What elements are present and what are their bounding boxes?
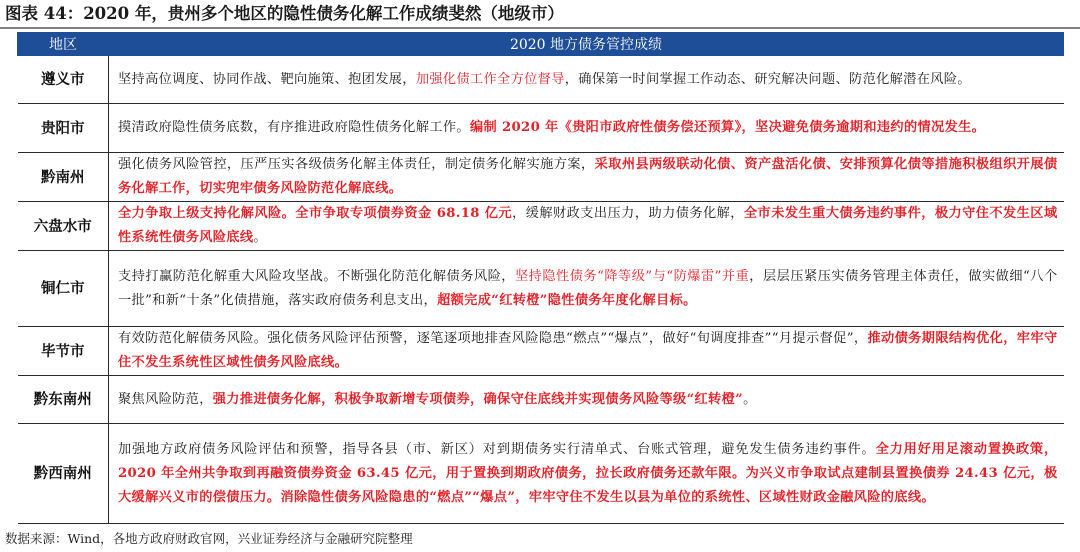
text-segment: 支持打赢防范化解重大风险攻坚战。不断强化防范化解债务风险， (118, 268, 515, 284)
content-cell (109, 104, 1064, 153)
highlight-segment: 加强化债工作全方位督导 (415, 71, 565, 87)
region-cell (18, 251, 109, 327)
title-divider (0, 27, 1080, 29)
region-cell (18, 424, 109, 524)
region-name: 黔东南州 (33, 391, 92, 408)
highlight-segment: 全力争取上级支持化解风险。全市争取专项债券资金 68.18 亿元 (118, 206, 513, 221)
figure-title: 图表 44：2020 年，贵州多个地区的隐性债务化解工作成绩斐然（地级市） (5, 4, 564, 23)
content-cell (109, 424, 1064, 524)
text-segment: 。 (743, 391, 757, 407)
text-segment: 聚焦风险防范， (118, 391, 213, 407)
highlight-segment: 强力推进债务化解，积极争取新增专项债券，确保守住底线并实现债务风险等级“红转橙” (212, 391, 744, 407)
region-cell (18, 56, 109, 104)
region-cell (18, 202, 109, 251)
text-segment: ，缓解财政支出压力，助力债务化解， (512, 206, 744, 221)
region-cell (18, 104, 109, 153)
table-row (18, 424, 1064, 524)
content-cell (109, 153, 1064, 202)
table-row (18, 327, 1064, 376)
table-header-row (18, 33, 1064, 56)
table-row (18, 56, 1064, 104)
highlight-segment: 全力用好用足滚动置换政策，2020 年全州共争取到再融资债券资金 63.45 亿元，用于置换到期政府债务，拉长政府债务还款年限。为兴义市争取试点建制县置换债券 24.43 亿元，极大缓解兴义市的偿债压力。消除隐性债务风险隐患的“燃点”“爆点”，牢牢守住不发生以县为单位的系统性、区域性财政金融风险的底线。 (118, 441, 1058, 505)
content-cell (109, 251, 1064, 327)
header-region: 地区 (18, 33, 109, 56)
region-name: 六盘水市 (33, 217, 92, 235)
text-segment: 强化债务风险管控，压严压实各级债务化解主体责任，制定债务化解实施方案， (118, 157, 595, 172)
text-segment: 。 (253, 230, 267, 245)
data-source-note: 数据来源：Wind，各地方政府财政官网，兴业证券经济与金融研究院整理 (5, 531, 413, 546)
region-name: 铜仁市 (41, 280, 85, 297)
highlight-segment: 推动债务期限结构优化，牢牢守住不发生系统性区域性债务风险底线。 (118, 331, 1058, 370)
region-cell (18, 376, 109, 424)
table-row (18, 153, 1064, 202)
highlight-segment: 坚持隐性债务“降等级”与“防爆雷”并重 (514, 268, 750, 284)
region-name: 毕节市 (41, 342, 85, 360)
region-name: 黔南州 (41, 168, 85, 186)
table-row (18, 202, 1064, 251)
content-cell (109, 376, 1064, 424)
text-segment: 加强地方政府债务风险评估和预警，指导各县（市、新区）对到期债务实行清单式、台账式管理，避免发生债务违约事件。 (118, 441, 876, 457)
text-segment: 摸清政府隐性债务底数，有序推进政府隐性债务化解工作。 (118, 120, 470, 135)
highlight-segment: 编制 2020 年《贵阳市政府性债务偿还预算》，坚决避免债务逾期和违约的情况发生。 (469, 120, 986, 135)
text-segment: 有效防范化解债务风险。强化债务风险评估预警，逐笔逐项地排查风险隐患“燃点”“爆点”，做好“旬调度排查”“月提示督促”， (118, 331, 868, 346)
header-results: 2020 地方债务管控成绩 (109, 33, 1064, 56)
table-row (18, 251, 1064, 327)
text-segment: ，层层压紧压实债务管理主体责任，做实做细“八个一批”和新“十条”化债措施，落实政府债务利息支出， (118, 268, 1058, 308)
content-cell (109, 56, 1064, 104)
text-segment: ，确保第一时间掌握工作动态、研究解决问题、防范化解潜在风险。 (564, 71, 971, 87)
text-segment: 坚持高位调度、协同作战、靶向施策、抱团发展， (118, 71, 416, 87)
content-cell (109, 327, 1064, 376)
region-name: 贵阳市 (41, 119, 85, 137)
highlight-segment: 超额完成“红转橙”隐性债务年度化解目标。 (437, 292, 697, 308)
region-name: 黔西南州 (33, 465, 92, 482)
highlight-segment: 采取州县两级联动化债、资产盘活化债、安排预算化债等措施积极组织开展债务化解工作，切实兜牢债务风险防范化解底线。 (118, 157, 1058, 196)
table-row (18, 376, 1064, 424)
table-body (18, 56, 1064, 524)
region-name: 遵义市 (41, 71, 85, 88)
debt-table (17, 32, 1064, 524)
table-row (18, 104, 1064, 153)
highlight-segment: 全市未发生重大债务违约事件，极力守住不发生区域性系统性债务风险底线 (118, 206, 1058, 245)
region-cell (18, 327, 109, 376)
region-cell (18, 153, 109, 202)
content-cell (109, 202, 1064, 251)
